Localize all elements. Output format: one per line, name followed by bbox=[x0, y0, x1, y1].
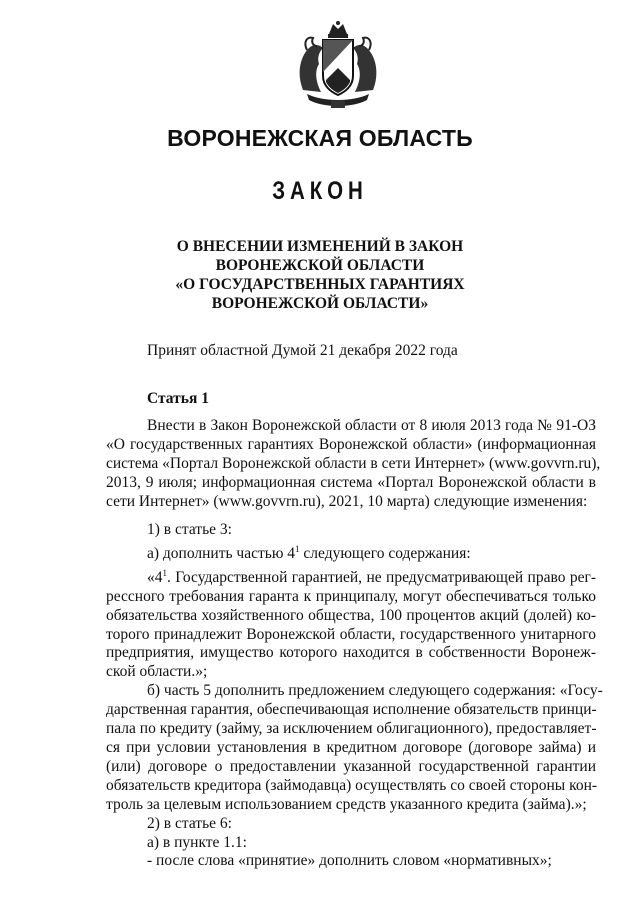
text-line: пала по кредиту (займу, за исключением облигационного), предоставляет- bbox=[106, 720, 597, 738]
part-41-number: «4 bbox=[147, 568, 163, 586]
part-41-sup: 1 bbox=[162, 567, 167, 578]
item-1a-sup: 1 bbox=[295, 543, 300, 554]
law-title-line: ВОРОНЕЖСКОЙ ОБЛАСТИ» bbox=[211, 295, 429, 312]
article-intro bbox=[106, 417, 601, 512]
text-line: рессного требования гаранта к принципалу, могут обеспечиваться только bbox=[106, 587, 596, 605]
text-line: сети Интернет» (www.govvrn.ru), 2021, 10 марта) следующие изменения: bbox=[106, 492, 588, 510]
text-line: дарственная гарантия, обеспечивающая исполнение обязательств принци- bbox=[106, 701, 597, 719]
law-title bbox=[0, 237, 640, 313]
text-line: «О государственных гарантиях Воронежской области» (информационная bbox=[106, 435, 596, 453]
text-line: торого принадлежит Воронежской области, государственного унитарного bbox=[106, 625, 596, 643]
law-title-line: ВОРОНЕЖСКОЙ ОБЛАСТИ bbox=[215, 257, 425, 274]
text-line: обязательств кредитора (займодавца) осуществлять со своей стороны кон- bbox=[106, 776, 598, 794]
part-41-line bbox=[106, 564, 596, 588]
adoption-date: Принят областной Думой 21 декабря 2022 года bbox=[147, 342, 458, 359]
text-line: Внести в Закон Воронежской области от 8 июля 2013 года № 91-ОЗ bbox=[147, 417, 596, 434]
text-line: троль за целевым использованием средств указанного кредита (займа).»; bbox=[106, 795, 587, 813]
region-name: ВОРОНЕЖСКАЯ ОБЛАСТЬ bbox=[167, 125, 473, 151]
item-2a-dash: - после слова «принятие» дополнить словом «нормативных»; bbox=[147, 852, 552, 870]
part-41-text: . Государственной гарантией, не предусматривающей право рег- bbox=[167, 568, 596, 586]
article-title: Статья 1 bbox=[147, 390, 209, 407]
item-1a bbox=[106, 540, 596, 564]
text-line: система «Портал Воронежской области в сети Интернет» (www.govvrn.ru), bbox=[106, 454, 601, 472]
article-items bbox=[106, 521, 603, 871]
text-line: ся при условии установления в кредитном договоре (договоре займа) и bbox=[106, 738, 596, 756]
text-line: 2013, 9 июля; информационная система «Портал Воронежской области в bbox=[106, 473, 596, 491]
text-line: обязательства хозяйственного общества, 100 процентов акций (долей) ко- bbox=[106, 606, 596, 624]
law-title-line: «О ГОСУДАРСТВЕННЫХ ГАРАНТИЯХ bbox=[175, 276, 465, 293]
item-1: 1) в статье 3: bbox=[147, 521, 232, 538]
item-1a-text: а) дополнить частью 4 bbox=[147, 544, 296, 562]
law-title-line: О ВНЕСЕНИИ ИЗМЕНЕНИЙ В ЗАКОН bbox=[176, 238, 464, 255]
text-line: предприятия, имущество которого находится в собственности Воронеж- bbox=[106, 644, 596, 662]
text-line: ской области.»; bbox=[106, 663, 208, 681]
item-1a-text-end: следующего содержания: bbox=[299, 544, 471, 562]
item-2a: а) в пункте 1.1: bbox=[147, 833, 247, 851]
text-line: (или) договоре о предоставлении указанной государственной гарантии bbox=[106, 757, 596, 775]
item-2: 2) в статье 6: bbox=[147, 814, 232, 832]
item-1b: б) часть 5 дополнить предложением следующего содержания: «Госу- bbox=[147, 682, 603, 700]
coat-of-arms-icon bbox=[293, 20, 383, 112]
document-type: ЗАКОН bbox=[272, 177, 368, 205]
